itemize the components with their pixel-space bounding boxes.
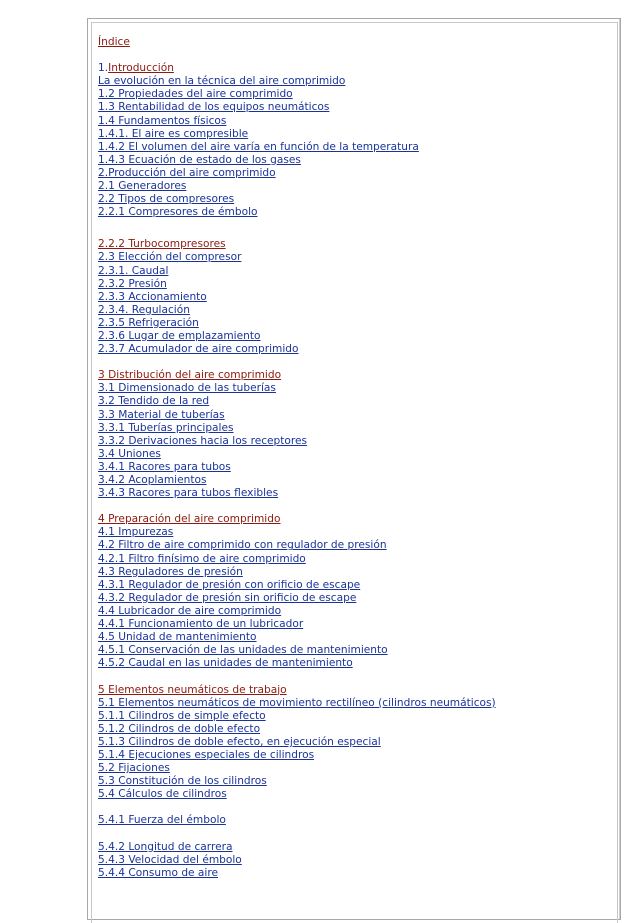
toc-link[interactable]: 2.2.1 Compresores de émbolo: [98, 206, 258, 219]
toc-link[interactable]: La evolución en la técnica del aire comprimido: [98, 75, 346, 88]
toc-link[interactable]: 5.4 Cálculos de cilindros: [98, 788, 227, 801]
table-of-contents: [98, 36, 608, 880]
toc-link[interactable]: 3.1 Dimensionado de las tuberías: [98, 382, 276, 395]
toc-link[interactable]: 2.3.3 Accionamiento: [98, 290, 207, 303]
toc-link[interactable]: 2.3.5 Refrigeración: [98, 316, 199, 329]
section-4-link[interactable]: 4 Preparación del aire comprimido: [98, 513, 281, 526]
toc-link[interactable]: 4.3.2 Regulador de presión sin orificio de escape: [98, 591, 357, 604]
toc-link[interactable]: 3.3.1 Tuberías principales: [98, 421, 234, 434]
toc-link[interactable]: 3.4 Uniones: [98, 447, 161, 460]
toc-link[interactable]: 2.3.7 Acumulador de aire comprimido: [98, 343, 299, 356]
toc-link[interactable]: 2.2 Tipos de compresores: [98, 193, 235, 206]
toc-link[interactable]: 5.2 Fijaciones: [98, 762, 170, 775]
toc-link[interactable]: 4.5 Unidad de mantenimiento: [98, 631, 257, 644]
toc-link[interactable]: 1.4.2 El volumen del aire varía en función de la temperatura: [98, 140, 419, 153]
toc-link[interactable]: 3.4.3 Racores para tubos flexibles: [98, 487, 279, 500]
toc-link[interactable]: 1.4 Fundamentos físicos: [98, 114, 227, 127]
toc-link[interactable]: 3.4.1 Racores para tubos: [98, 460, 231, 473]
toc-link[interactable]: 4.3 Reguladores de presión: [98, 565, 243, 578]
group-5-list: [98, 697, 608, 802]
toc-link[interactable]: 2.3.4. Regulación: [98, 303, 190, 316]
toc-link[interactable]: 1.3 Rentabilidad de los equipos neumáticos: [98, 101, 330, 114]
toc-link[interactable]: 3.2 Tendido de la red: [98, 395, 210, 408]
toc-link[interactable]: 2.1 Generadores: [98, 180, 187, 193]
toc-link[interactable]: 5.3 Constitución de los cilindros: [98, 775, 267, 788]
toc-link[interactable]: 4.5.1 Conservación de las unidades de mantenimiento: [98, 644, 388, 657]
toc-link[interactable]: 5.1 Elementos neumáticos de movimiento rectilíneo (cilindros neumáticos): [98, 696, 496, 709]
toc-link[interactable]: 5.4.2 Longitud de carrera: [98, 840, 233, 853]
group-2-list: [98, 251, 608, 356]
toc-link[interactable]: 4.1 Impurezas: [98, 526, 174, 539]
toc-link[interactable]: 4.4.1 Funcionamiento de un lubricador: [98, 618, 304, 631]
group-6-list: [98, 841, 608, 880]
intro-row: [98, 62, 608, 75]
toc-link[interactable]: 1.2 Propiedades del aire comprimido: [98, 88, 293, 101]
toc-link[interactable]: 1.4.3 Ecuación de estado de los gases: [98, 153, 301, 166]
toc-link[interactable]: 4.3.1 Regulador de presión con orificio de escape: [98, 578, 361, 591]
intro-link[interactable]: Introducción: [108, 62, 174, 75]
toc-link[interactable]: 5.1.3 Cilindros de doble efecto, en ejecución especial: [98, 735, 381, 748]
toc-link[interactable]: 2.3.1. Caudal: [98, 264, 169, 277]
toc-link[interactable]: 4.2 Filtro de aire comprimido con regulador de presión: [98, 539, 387, 552]
section-3-link[interactable]: 3 Distribución del aire comprimido: [98, 369, 282, 382]
section-5-4-1-link[interactable]: 5.4.1 Fuerza del émbolo: [98, 814, 226, 827]
intro-number: 1.: [98, 62, 109, 75]
toc-link[interactable]: 3.3.2 Derivaciones hacia los receptores: [98, 434, 308, 447]
toc-link[interactable]: 5.1.4 Ejecuciones especiales de cilindros: [98, 748, 315, 761]
section-5-link[interactable]: 5 Elementos neumáticos de trabajo: [98, 683, 287, 696]
toc-link[interactable]: 4.4 Lubricador de aire comprimido: [98, 604, 282, 617]
toc-link[interactable]: 5.4.4 Consumo de aire: [98, 866, 219, 879]
group-1-list: [98, 75, 608, 219]
group-3-list: [98, 382, 608, 500]
group-4-list: [98, 526, 608, 670]
toc-link[interactable]: 5.1.2 Cilindros de doble efecto: [98, 722, 261, 735]
toc-link[interactable]: 2.3.2 Presión: [98, 277, 167, 290]
toc-link[interactable]: 5.1.1 Cilindros de simple efecto: [98, 709, 266, 722]
toc-link[interactable]: 4.2.1 Filtro finísimo de aire comprimido: [98, 552, 306, 565]
section-2-2-2-link[interactable]: 2.2.2 Turbocompresores: [98, 238, 226, 251]
index-title-link[interactable]: Índice: [98, 36, 130, 48]
toc-link[interactable]: 5.4.3 Velocidad del émbolo: [98, 853, 242, 866]
toc-link[interactable]: 2.Producción del aire comprimido: [98, 166, 276, 179]
toc-link[interactable]: 4.5.2 Caudal en las unidades de mantenimiento: [98, 657, 353, 670]
toc-link[interactable]: 2.3.6 Lugar de emplazamiento: [98, 329, 261, 342]
toc-link[interactable]: 2.3 Elección del compresor: [98, 251, 242, 264]
toc-link[interactable]: 3.3 Material de tuberías: [98, 408, 225, 421]
toc-link[interactable]: 1.4.1. El aire es compresible: [98, 127, 249, 140]
toc-link[interactable]: 3.4.2 Acoplamientos: [98, 474, 207, 486]
